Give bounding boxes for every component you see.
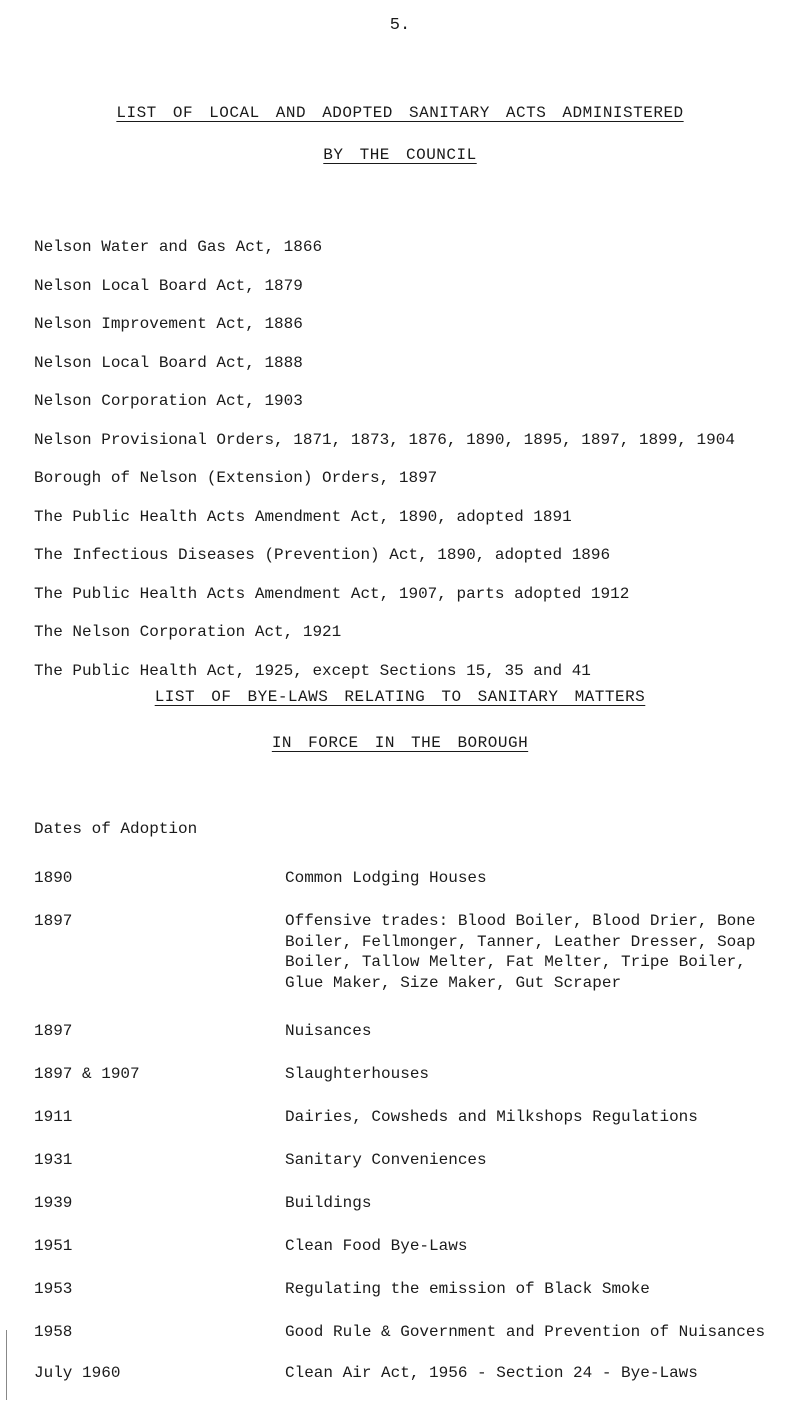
act-item: The Nelson Corporation Act, 1921 xyxy=(34,623,342,641)
bylaw-description: Regulating the emission of Black Smoke xyxy=(285,1280,650,1298)
bylaw-date: 1953 xyxy=(34,1280,73,1298)
bylaw-date: 1897 & 1907 xyxy=(34,1065,140,1083)
acts-heading: LIST OF LOCAL AND ADOPTED SANITARY ACTS ADMINISTERED xyxy=(116,104,684,122)
bylaw-row xyxy=(34,1322,790,1342)
bylaw-description: Common Lodging Houses xyxy=(285,869,487,887)
bylaw-date: 1911 xyxy=(34,1108,73,1126)
bylaw-date: 1951 xyxy=(34,1237,73,1255)
dates-of-adoption-header: Dates of Adoption xyxy=(34,820,198,838)
act-item: The Public Health Acts Amendment Act, 1890, adopted 1891 xyxy=(34,507,572,526)
bylaw-row xyxy=(34,1193,790,1213)
bylaw-description: Offensive trades: Blood Boiler, Blood Drier, Bone Boiler, Fellmonger, Tanner, Leather Dresser, Soap Boiler, Tallow Melter, Fat Melter, Tripe Boiler, Glue Maker, Size Maker, Gut Scraper xyxy=(285,912,756,992)
bylaw-row xyxy=(34,1021,790,1041)
act-item: Nelson Corporation Act, 1903 xyxy=(34,392,303,410)
acts-list xyxy=(34,237,780,699)
bylaw-date: 1931 xyxy=(34,1151,73,1169)
act-item: Nelson Local Board Act, 1888 xyxy=(34,353,303,372)
scan-edge-mark xyxy=(6,1330,7,1400)
acts-subheading: BY THE COUNCIL xyxy=(323,146,477,164)
act-item: Nelson Improvement Act, 1886 xyxy=(34,315,303,333)
bylaw-row xyxy=(34,1363,790,1383)
bylaw-description: Clean Food Bye-Laws xyxy=(285,1237,468,1255)
act-item: Nelson Local Board Act, 1879 xyxy=(34,276,303,295)
bylaw-row xyxy=(34,868,790,888)
bylaw-row xyxy=(34,1064,790,1084)
bylaw-date: 1897 xyxy=(34,912,73,930)
act-item: Borough of Nelson (Extension) Orders, 1897 xyxy=(34,469,438,487)
bylaw-row xyxy=(34,911,790,993)
bylaw-date: 1897 xyxy=(34,1022,73,1040)
bylaws-subheading: IN FORCE IN THE BOROUGH xyxy=(271,734,529,752)
act-item: The Public Health Acts Amendment Act, 1907, parts adopted 1912 xyxy=(34,584,630,603)
page-number: 5. xyxy=(389,16,411,35)
bylaw-description: Buildings xyxy=(285,1194,372,1212)
bylaw-row xyxy=(34,1279,790,1299)
bylaw-date: July 1960 xyxy=(34,1364,121,1382)
bylaw-description: Dairies, Cowsheds and Milkshops Regulations xyxy=(285,1108,698,1126)
bylaw-row xyxy=(34,1236,790,1256)
bylaws-list xyxy=(34,868,790,1383)
bylaw-description: Good Rule & Government and Prevention of Nuisances xyxy=(285,1323,766,1341)
bylaw-date: 1890 xyxy=(34,869,73,887)
bylaw-description: Nuisances xyxy=(285,1022,372,1040)
act-item: The Public Health Act, 1925, except Sections 15, 35 and 41 xyxy=(34,661,591,680)
act-item: The Infectious Diseases (Prevention) Act, 1890, adopted 1896 xyxy=(34,546,611,564)
bylaws-heading: LIST OF BYE-LAWS RELATING TO SANITARY MATTERS xyxy=(154,688,646,706)
bylaw-date: 1939 xyxy=(34,1194,73,1212)
bylaw-description: Slaughterhouses xyxy=(285,1065,430,1083)
bylaw-description: Sanitary Conveniences xyxy=(285,1151,487,1169)
bylaw-row xyxy=(34,1107,790,1127)
bylaw-description: Clean Air Act, 1956 - Section 24 - Bye-Laws xyxy=(285,1364,698,1382)
act-item: Nelson Water and Gas Act, 1866 xyxy=(34,238,323,256)
bylaw-row xyxy=(34,1150,790,1170)
bylaw-date: 1958 xyxy=(34,1323,73,1341)
act-item: Nelson Provisional Orders, 1871, 1873, 1876, 1890, 1895, 1897, 1899, 1904 xyxy=(34,430,735,449)
